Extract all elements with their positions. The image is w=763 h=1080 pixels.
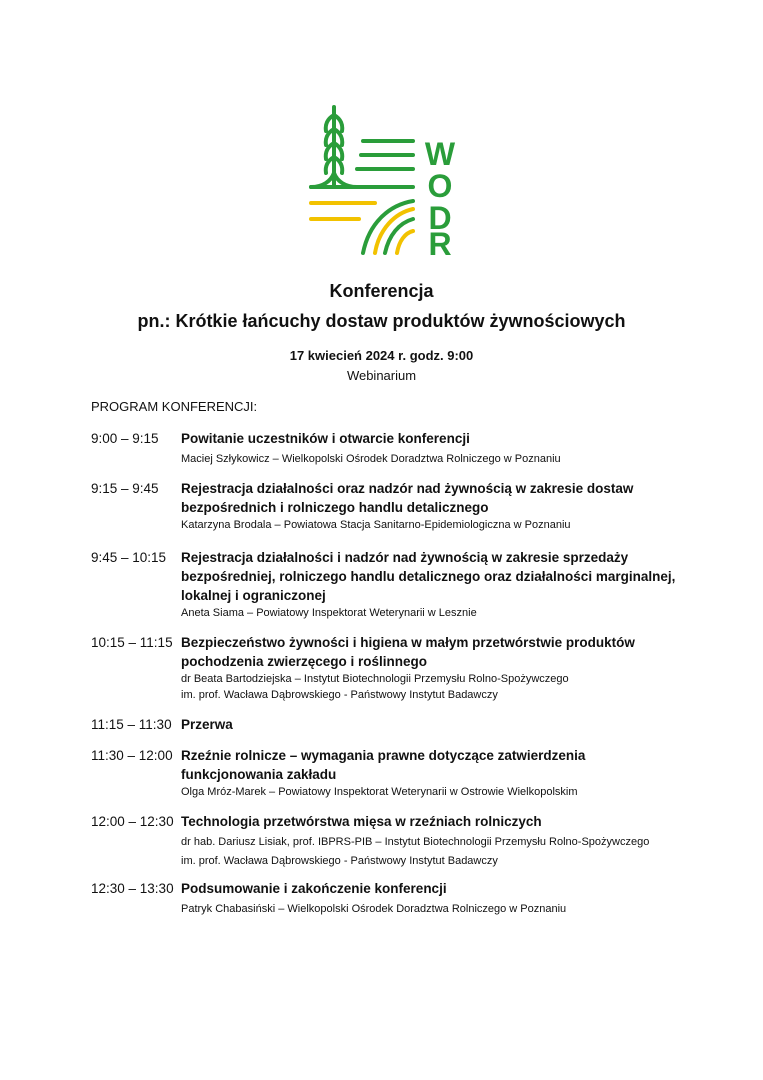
conference-subtitle: pn.: Krótkie łańcuchy dostaw produktów żywnościowych	[137, 311, 626, 331]
svg-text:O: O	[427, 168, 453, 204]
agenda-topic: funkcjonowania zakładu	[181, 767, 337, 782]
program-heading: PROGRAM KONFERENCJI:	[91, 399, 258, 414]
agenda-topic: Podsumowanie i zakończenie konferencji	[181, 881, 447, 896]
agenda-item	[91, 548, 711, 621]
agenda-speaker: Maciej Szłykowicz – Wielkopolski Ośrodek Doradztwa Rolniczego w Poznaniu	[181, 453, 561, 465]
wodr-logo	[303, 105, 463, 260]
agenda-time: 9:45 – 10:15	[91, 550, 167, 565]
agenda-topic: Bezpieczeństwo żywności i higiena w małym przetwórstwie produktów	[181, 635, 635, 650]
agenda-topic: pochodzenia zwierzęcego i roślinnego	[181, 654, 428, 669]
agenda-topic: bezpośredniej, rolniczego handlu detalicznego oraz działalności marginalnej,	[181, 569, 676, 584]
agenda-item	[91, 479, 711, 533]
agenda-topic: Technologia przetwórstwa mięsa w rzeźniach rolniczych	[181, 814, 542, 829]
agenda-speaker: Patryk Chabasiński – Wielkopolski Ośrodek Doradztwa Rolniczego w Poznaniu	[181, 903, 567, 915]
agenda-time: 9:15 – 9:45	[91, 481, 159, 496]
agenda-speaker: Aneta Siama – Powiatowy Inspektorat Weterynarii w Lesznie	[181, 607, 477, 619]
conference-title: Konferencja	[329, 281, 434, 301]
agenda-speaker: Katarzyna Brodala – Powiatowa Stacja Sanitarno-Epidemiologiczna w Poznaniu	[181, 519, 571, 531]
agenda-time: 12:30 – 13:30	[91, 881, 174, 896]
agenda-speaker: im. prof. Wacława Dąbrowskiego - Państwowy Instytut Badawczy	[181, 855, 498, 867]
agenda-topic: bezpośrednich i rolniczego handlu detalicznego	[181, 500, 489, 515]
agenda-topic: Rzeźnie rolnicze – wymagania prawne dotyczące zatwierdzenia	[181, 748, 586, 763]
agenda-item	[91, 879, 711, 917]
agenda-item	[91, 633, 711, 703]
agenda-topic: Rejestracja działalności i nadzór nad żywnością w zakresie sprzedaży	[181, 550, 629, 565]
agenda-item	[91, 715, 711, 734]
conference-date: 17 kwiecień 2024 r. godz. 9:00	[289, 348, 474, 363]
svg-text:R: R	[428, 226, 452, 260]
agenda-speaker: Olga Mróz-Marek – Powiatowy Inspektorat Weterynarii w Ostrowie Wielkopolskim	[181, 786, 578, 798]
agenda-time: 12:00 – 12:30	[91, 814, 174, 829]
agenda-time: 9:00 – 9:15	[91, 431, 159, 446]
agenda-speaker: dr Beata Bartodziejska – Instytut Biotechnologii Przemysłu Rolno-Spożywczego	[181, 673, 569, 685]
agenda-list	[91, 429, 711, 917]
agenda-item	[91, 429, 711, 467]
agenda-item	[91, 812, 711, 869]
agenda-topic: lokalnej i ograniczonej	[181, 588, 326, 603]
agenda-time: 11:15 – 11:30	[91, 717, 172, 732]
agenda-speaker: im. prof. Wacława Dąbrowskiego - Państwowy Instytut Badawczy	[181, 689, 498, 701]
svg-text:D: D	[428, 200, 452, 236]
agenda-time: 11:30 – 12:00	[91, 748, 173, 763]
svg-text:W: W	[424, 136, 456, 172]
agenda-topic: Rejestracja działalności oraz nadzór nad żywnością w zakresie dostaw	[181, 481, 634, 496]
agenda-time: 10:15 – 11:15	[91, 635, 173, 650]
agenda-topic: Powitanie uczestników i otwarcie konferencji	[181, 431, 470, 446]
agenda-speaker: dr hab. Dariusz Lisiak, prof. IBPRS-PIB – Instytut Biotechnologii Przemysłu Rolno-Spożywczego	[181, 836, 650, 848]
agenda-topic: Przerwa	[181, 717, 233, 732]
conference-mode: Webinarium	[346, 368, 417, 383]
agenda-item	[91, 746, 711, 800]
